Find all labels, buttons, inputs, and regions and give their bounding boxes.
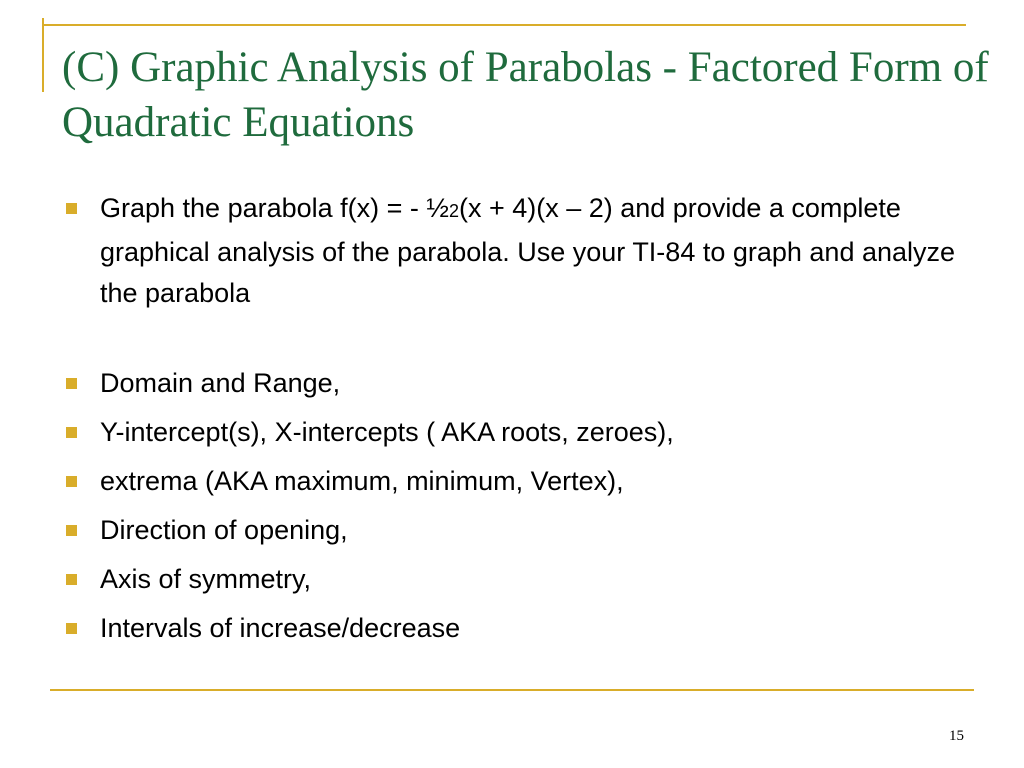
square-bullet-icon [66, 427, 77, 438]
square-bullet-icon [66, 203, 77, 214]
page-number: 15 [949, 728, 964, 744]
intro-text-end: (x + 4)(x – 2) and provide a complete graphical analysis of the parabola. Use your TI-84 to graph and analyze the parabola [100, 193, 956, 308]
bullet-item-intercepts [64, 412, 984, 453]
intro-text-start: Graph the parabola f(x) = - ½ [100, 193, 449, 223]
decorative-vertical-rule [42, 18, 44, 92]
bullet-item-domain-range [64, 363, 984, 404]
square-bullet-icon [66, 574, 77, 585]
bullet-text: Direction of opening, [100, 515, 348, 545]
square-bullet-icon [66, 525, 77, 536]
bullet-text: Intervals of increase/decrease [100, 613, 461, 643]
bullet-item-extrema [64, 461, 984, 502]
intro-subscript: 2 [448, 201, 459, 221]
bullet-item-direction [64, 510, 984, 551]
decorative-bottom-rule [50, 689, 974, 691]
bullet-item-axis [64, 559, 984, 600]
bullet-text: Domain and Range, [100, 368, 341, 398]
square-bullet-icon [66, 623, 77, 634]
bullet-item-intro [64, 188, 984, 314]
bullet-list [64, 188, 984, 657]
bullet-text: Y-intercept(s), X-intercepts ( AKA roots, zeroes), [100, 417, 674, 447]
bullet-text: extrema (AKA maximum, minimum, Vertex), [100, 466, 624, 496]
decorative-top-rule [42, 24, 966, 26]
square-bullet-icon [66, 476, 77, 487]
square-bullet-icon [66, 378, 77, 389]
bullet-text: Axis of symmetry, [100, 564, 312, 594]
bullet-item-intervals [64, 608, 984, 649]
slide-title: (C) Graphic Analysis of Parabolas - Factored Form of Quadratic Equations [62, 44, 989, 146]
